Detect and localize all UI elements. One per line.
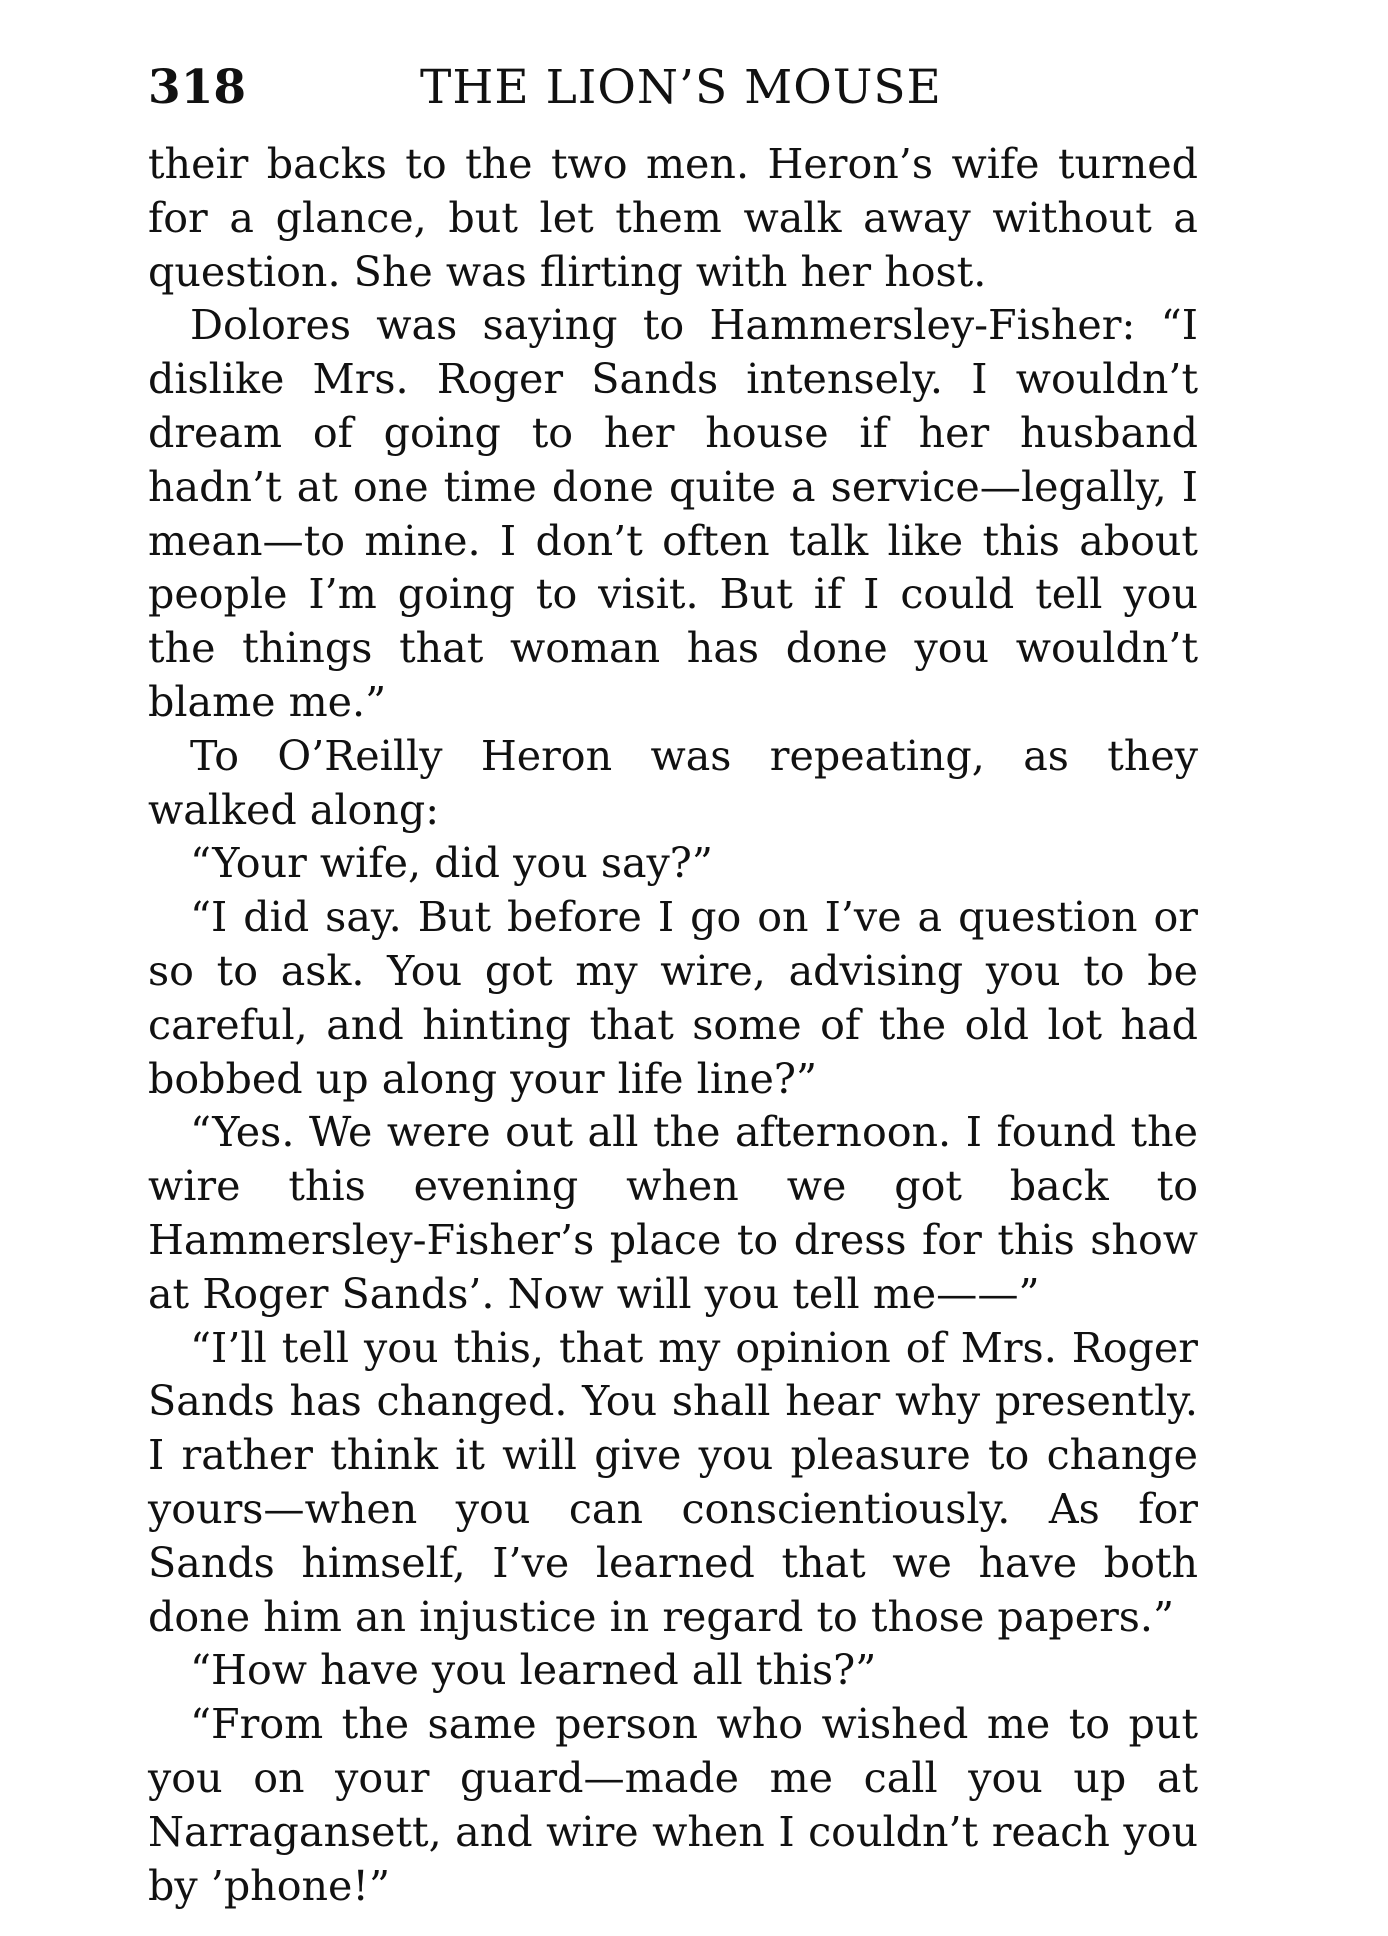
running-title: THE LION’S MOUSE xyxy=(420,60,942,115)
paragraph: “Your wife, did you say?” xyxy=(190,839,713,888)
paragraph: “I did say. But before I go on I’ve a question or so to ask. You got my wire, advising you to be careful, and hinting that some of the old lot had bobbed up along your life line?” xyxy=(148,893,1198,1103)
paragraph: To O’Reilly Heron was repeating, as they walked along: xyxy=(148,731,1198,834)
paragraph: “How have you learned all this?” xyxy=(190,1646,877,1695)
body-text xyxy=(148,138,1198,1913)
page-header xyxy=(148,58,1208,118)
paragraph: Dolores was saying to Hammersley-Fisher: “I dislike Mrs. Roger Sands intensely. I wouldn’t dream of going to her house if her husband hadn’t at one time done quite a service—legally, I mean—to mine. I don’t often talk like this about people I’m going to visit. But if I could tell you the things that woman has done you wouldn’t blame me.” xyxy=(148,301,1198,726)
page-number: 318 xyxy=(148,60,247,115)
paragraph: “Yes. We were out all the afternoon. I found the wire this evening when we got back to Hammersley-Fisher’s place to dress for this show at Roger Sands’. Now will you tell me——” xyxy=(148,1108,1198,1318)
paragraph: their backs to the two men. Heron’s wife turned for a glance, but let them walk away without a question. She was flirting with her host. xyxy=(148,140,1198,296)
paragraph: “From the same person who wished me to put you on your guard—made me call you up at Narragansett, and wire when I couldn’t reach you by ’phone!” xyxy=(148,1700,1198,1910)
paragraph: “I’ll tell you this, that my opinion of Mrs. Roger Sands has changed. You shall hear why presently. I rather think it will give you pleasure to change yours—when you can conscientiously. As for Sands himself, I’ve learned that we have both done him an injustice in regard to those papers.” xyxy=(148,1323,1198,1641)
